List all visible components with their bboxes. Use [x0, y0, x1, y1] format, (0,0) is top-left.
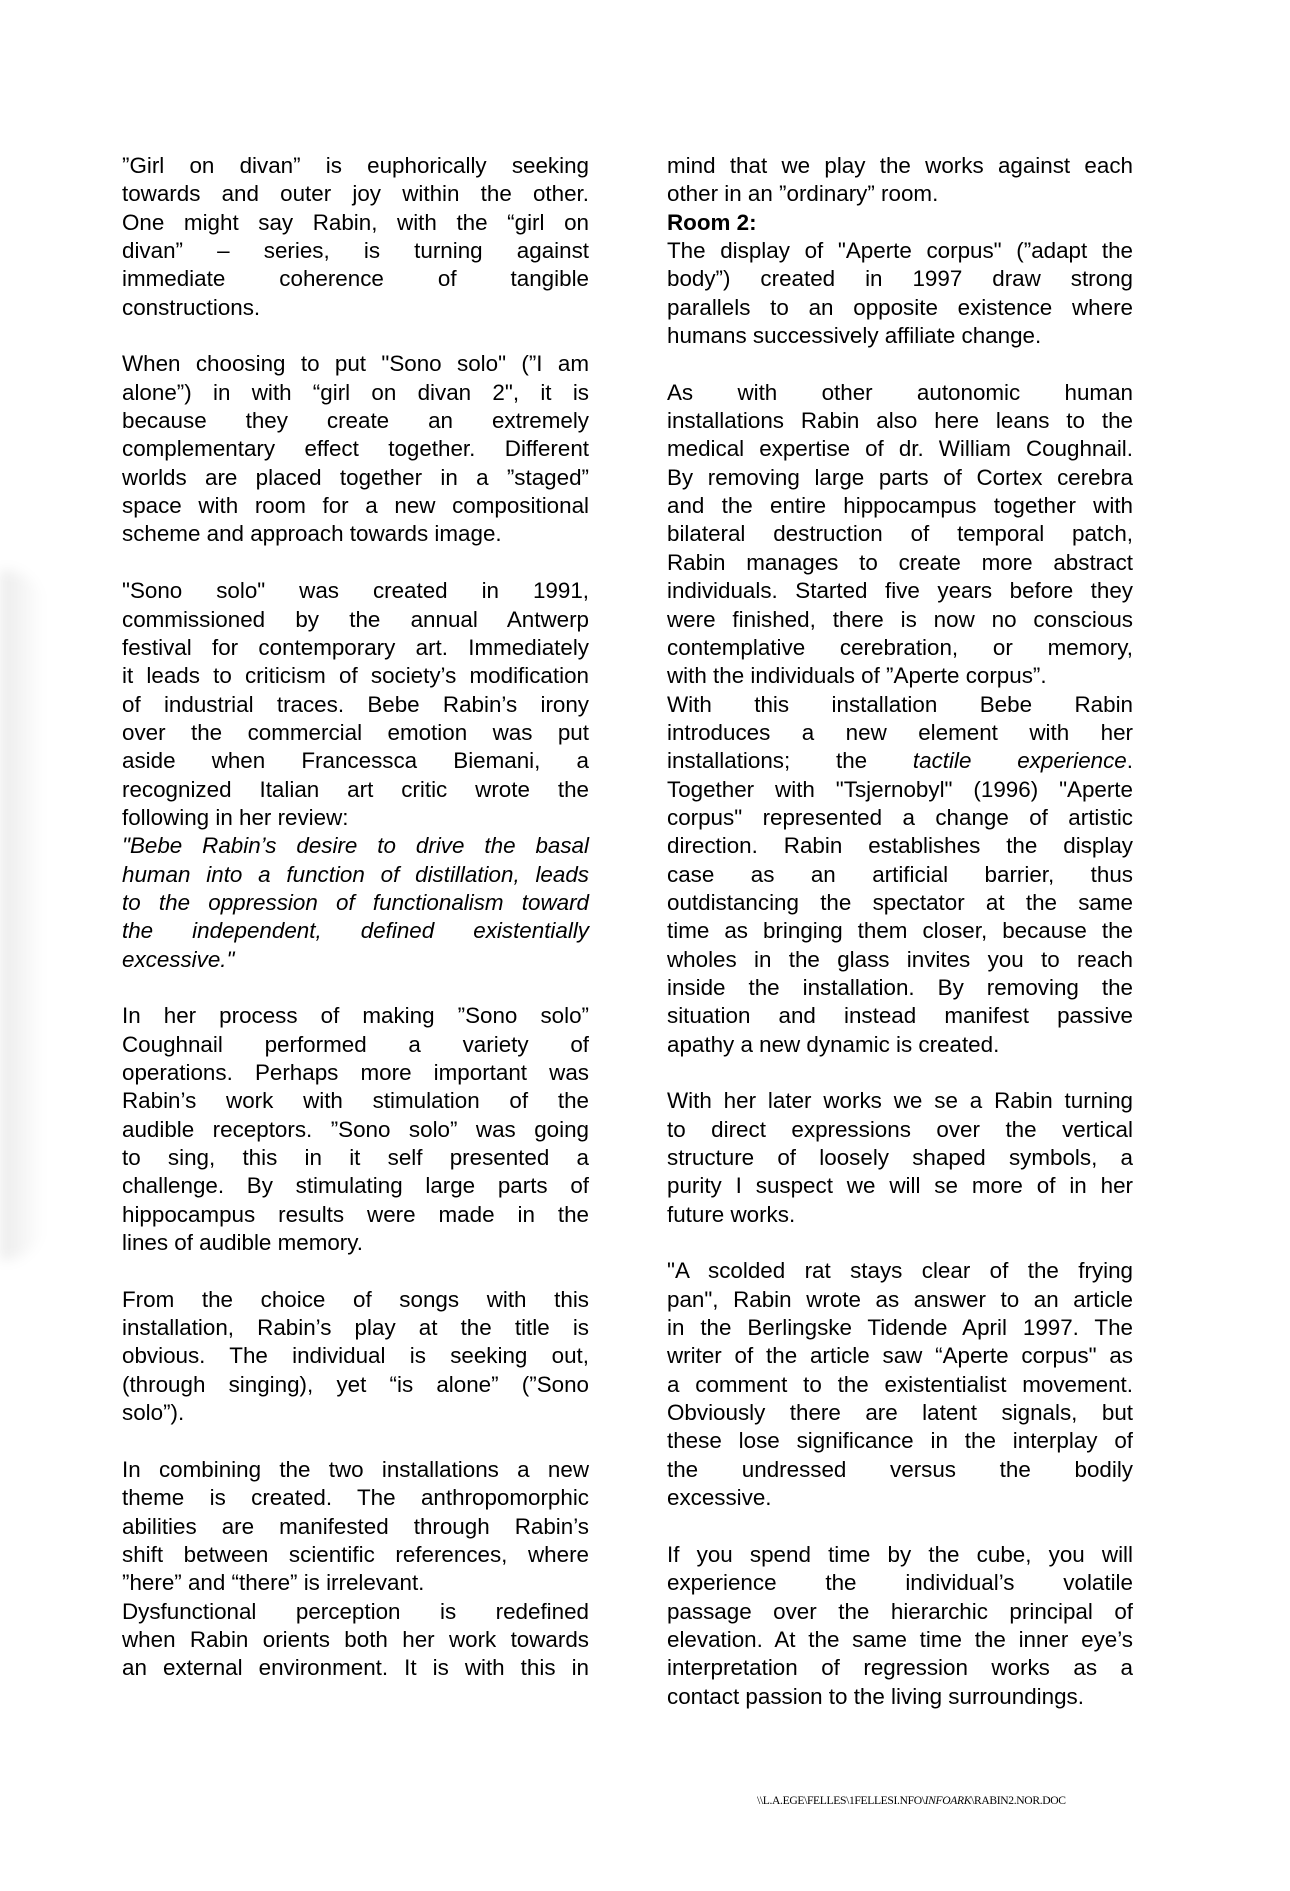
paragraph-sono-solo-history [122, 577, 589, 974]
text-line: Together with "Tsjernobyl" (1996) "Aperte [667, 776, 1133, 802]
page-edge-shadow [0, 570, 44, 1260]
footer-file-path [757, 1794, 1134, 1807]
text-line: and the entire hippocampus together with [667, 493, 1133, 519]
text-line: these lose significance in the interplay of [667, 1428, 1133, 1454]
text-line: medical expertise of dr. William Coughnail. [667, 436, 1133, 462]
paragraph-spacer [122, 1427, 589, 1455]
paragraph-spacer [122, 322, 589, 350]
text-fragment [1017, 748, 1133, 773]
text-line: with the individuals of ”Aperte corpus”. [667, 663, 1047, 689]
text-line: humans successively affiliate change. [667, 323, 1042, 349]
text-line: worlds are placed together in a ”staged” [122, 464, 589, 490]
text-line: If you spend time by the cube, you will [667, 1541, 1133, 1567]
text-line: "Sono solo" was created in 1991, [122, 578, 589, 604]
text-line: interpretation of regression works as a [667, 1655, 1133, 1681]
text-line: an external environment. It is with this in [122, 1655, 589, 1681]
text-line: shift between scientific references, where [122, 1541, 589, 1567]
text-line: the undressed versus the bodily [667, 1456, 1133, 1482]
paragraph-spacer [122, 1257, 589, 1285]
paragraph-ordinary-room [667, 152, 1133, 209]
text-line: over the commercial emotion was put [122, 719, 589, 745]
text-line: divan” – series, is turning against [122, 238, 589, 264]
paragraph-making-process [122, 1002, 589, 1257]
text-line: direction. Rabin establishes the display [667, 833, 1133, 859]
text-line: solo”). [122, 1400, 185, 1426]
text-line: One might say Rabin, with the “girl on [122, 209, 589, 235]
text-line: aside when Francessca Biemani, a [122, 748, 589, 774]
text-line: audible receptors. ”Sono solo” was going [122, 1116, 589, 1142]
text-line: installation, Rabin’s play at the title is [122, 1315, 589, 1341]
text-line: alone”) in with “girl on divan 2", it is [122, 379, 589, 405]
text-line: Rabin manages to create more abstract [667, 549, 1133, 575]
paragraph-choice-of-songs [122, 1286, 589, 1428]
text-line: experience the individual’s volatile [667, 1570, 1133, 1596]
text-line: of industrial traces. Bebe Rabin’s irony [122, 691, 589, 717]
text-line: to direct expressions over the vertical [667, 1116, 1133, 1142]
paragraph-sono-solo-choice [122, 350, 589, 548]
text-line: inside the installation. By removing the [667, 974, 1133, 1000]
paragraph-spacer [667, 350, 1133, 378]
text-line: complementary effect together. Different [122, 436, 589, 462]
text-line: individuals. Started five years before they [667, 578, 1133, 604]
text-line: festival for contemporary art. Immediately [122, 634, 589, 660]
paragraph-spacer [667, 1059, 1133, 1087]
text-line: writer of the article saw “Aperte corpus" as [667, 1343, 1133, 1369]
text-line: passage over the hierarchic principal of [667, 1598, 1133, 1624]
text-line: apathy a new dynamic is created. [667, 1031, 1000, 1057]
text-line: case as an artificial barrier, thus [667, 861, 1133, 887]
footer-path-end: \RABIN2.NOR.DOC [971, 1794, 1066, 1807]
text-line: outdistancing the spectator at the same [667, 889, 1133, 915]
emphasis-experience: experience [1017, 748, 1127, 774]
text-line: parallels to an opposite existence where [667, 294, 1133, 320]
text-line: in the Berlingske Tidende April 1997. The [667, 1315, 1133, 1341]
text-line: With her later works we se a Rabin turning [667, 1088, 1133, 1114]
text-line: to sing, this in it self presented a [122, 1145, 589, 1171]
text-line: (through singing), yet “is alone” (”Sono [122, 1371, 589, 1397]
text-line: body”) created in 1997 draw strong [667, 266, 1133, 292]
text-fragment: . [1126, 748, 1133, 774]
text-line: scheme and approach towards image. [122, 521, 502, 547]
text-line: towards and outer joy within the other. [122, 181, 589, 207]
text-line: operations. Perhaps more important was [122, 1060, 589, 1085]
text-line: ”here” and “there” is irrelevant. [122, 1570, 425, 1596]
quote-line: the independent, defined existentially [122, 918, 589, 944]
text-line: abilities are manifested through Rabin’s [122, 1513, 589, 1539]
text-line: corpus" represented a change of artistic [667, 804, 1133, 830]
text-line: commissioned by the annual Antwerp [122, 606, 589, 632]
paragraph-combining-installations [122, 1456, 589, 1683]
text-line: contemplative cerebration, or memory, [667, 634, 1133, 660]
paragraph-spacer [122, 974, 589, 1002]
paragraph-later-works [667, 1087, 1133, 1229]
text-line: pan", Rabin wrote as answer to an article [667, 1286, 1133, 1312]
text-line: "A scolded rat stays clear of the frying [667, 1258, 1133, 1284]
text-line: theme is created. The anthropomorphic [122, 1485, 589, 1511]
text-line: recognized Italian art critic wrote the [122, 776, 589, 802]
footer-path-start: \\L.A.EGE\FELLES\1FELLESI.NFO\ [757, 1794, 925, 1807]
text-line: future works. [667, 1201, 796, 1227]
text-line: From the choice of songs with this [122, 1286, 589, 1312]
text-line: time as bringing them closer, because the [667, 918, 1133, 944]
text-line: When choosing to put "Sono solo" (”I am [122, 351, 589, 377]
paragraph-autonomic-installations [667, 379, 1133, 1059]
text-line: structure of loosely shaped symbols, a [667, 1145, 1133, 1171]
text-line: With this installation Bebe Rabin [667, 691, 1133, 717]
section-heading-room-2: Room 2: [667, 209, 757, 235]
paragraph-aperte-corpus-display [667, 237, 1133, 350]
text-line: were finished, there is now no conscious [667, 606, 1133, 632]
text-line: elevation. At the same time the inner eye’s [667, 1626, 1133, 1652]
text-line: The display of "Aperte corpus" (”adapt the [667, 238, 1133, 264]
paragraph-the-cube [667, 1541, 1133, 1711]
text-line: In combining the two installations a new [122, 1456, 589, 1482]
text-line: ”Girl on divan” is euphorically seeking [122, 153, 589, 178]
quote-line: excessive." [122, 946, 235, 972]
text-line-tactile [667, 747, 1133, 775]
quote-line: "Bebe Rabin’s desire to drive the basal [122, 833, 589, 859]
text-line: purity I suspect we will se more of in her [667, 1173, 1133, 1199]
text-line: excessive. [667, 1485, 772, 1511]
text-line: because they create an extremely [122, 408, 589, 434]
text-line: installations Rabin also here leans to the [667, 408, 1133, 434]
footer-path-italic: INFOARK [924, 1794, 972, 1807]
text-line: obvious. The individual is seeking out, [122, 1343, 589, 1369]
text-line: situation and instead manifest passive [667, 1003, 1133, 1029]
text-line: a comment to the existentialist movement. [667, 1371, 1133, 1397]
text-line: following in her review: [122, 804, 349, 830]
text-line: other in an ”ordinary” room. [667, 181, 939, 207]
text-line: contact passion to the living surroundings. [667, 1683, 1084, 1709]
text-line: constructions. [122, 294, 261, 320]
paragraph-girl-on-divan [122, 152, 589, 322]
paragraph-scolded-rat [667, 1257, 1133, 1512]
text-line: when Rabin orients both her work towards [122, 1626, 589, 1652]
text-line: hippocampus results were made in the [122, 1201, 589, 1227]
text-line: immediate coherence of tangible [122, 266, 589, 292]
paragraph-spacer [667, 1513, 1133, 1541]
text-line: By removing large parts of Cortex cerebra [667, 464, 1133, 490]
paragraph-spacer [122, 549, 589, 577]
text-line: As with other autonomic human [667, 379, 1133, 405]
paragraph-spacer [667, 1229, 1133, 1257]
text-line: challenge. By stimulating large parts of [122, 1173, 589, 1199]
left-column [122, 152, 589, 1683]
critic-quote [122, 832, 589, 974]
text-line: introduces a new element with her [667, 719, 1133, 745]
text-line: Dysfunctional perception is redefined [122, 1598, 589, 1624]
emphasis-tactile: tactile [912, 748, 972, 774]
text-line: mind that we play the works against each [667, 153, 1133, 178]
text-line: it leads to criticism of society’s modification [122, 663, 589, 689]
text-line: lines of audible memory. [122, 1230, 364, 1256]
text-line: Obviously there are latent signals, but [667, 1400, 1133, 1426]
quote-line: human into a function of distillation, leads [122, 861, 589, 887]
right-column [667, 152, 1133, 1711]
text-fragment: installations; the [667, 748, 868, 774]
text-line: bilateral destruction of temporal patch, [667, 521, 1133, 547]
text-line: Rabin’s work with stimulation of the [122, 1088, 589, 1114]
text-line: space with room for a new compositional [122, 493, 589, 519]
quote-line: to the oppression of functionalism toward [122, 889, 589, 915]
text-line: wholes in the glass invites you to reach [667, 946, 1133, 972]
text-line: In her process of making ”Sono solo” [122, 1003, 589, 1029]
text-line: Coughnail performed a variety of [122, 1031, 589, 1057]
